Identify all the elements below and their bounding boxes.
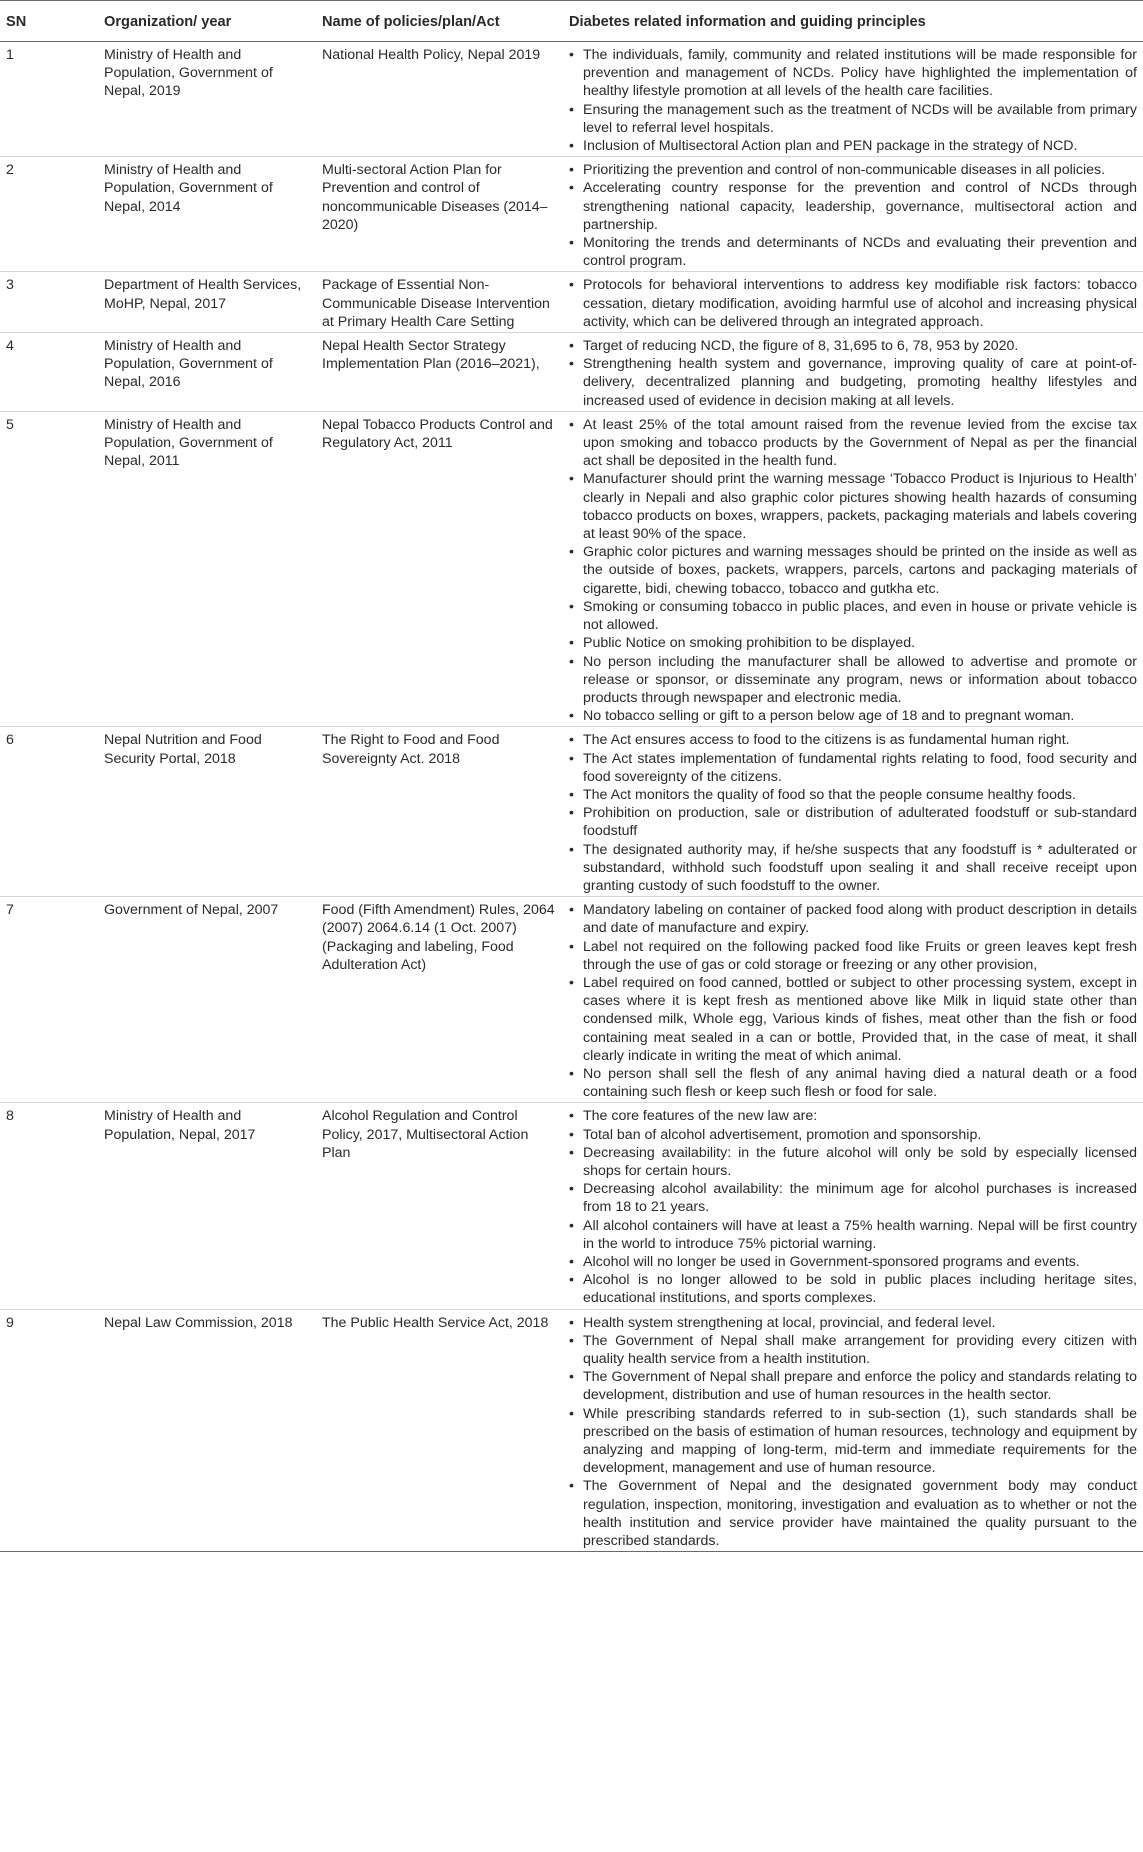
bullet-icon: • (569, 47, 574, 63)
principle-item (569, 598, 1137, 634)
guiding-principles-cell (563, 272, 1143, 333)
principle-text: Prohibition on production, sale or distribution of adulterated foodstuff or sub-standard foodstuff (583, 805, 1137, 840)
sn-cell: 1 (0, 42, 98, 157)
principles-list (569, 1314, 1137, 1551)
bullet-icon: • (569, 1369, 574, 1386)
bullet-icon: • (569, 1217, 574, 1234)
guiding-principles-cell (563, 157, 1143, 272)
principle-text: The Government of Nepal and the designated government body may conduct regulation, inspection, monitoring, investigation and evaluation as to whether or not the health institution and service provider have maintained the quality pursuant to the prescribed standards. (583, 1478, 1137, 1550)
principles-list (569, 337, 1137, 410)
organization-cell: Ministry of Health and Population, Nepal, 2017 (98, 1103, 316, 1309)
bullet-icon: • (569, 1065, 574, 1082)
principle-text: No person including the manufacturer shall be allowed to advertise and promote or release or sponsor, or disseminate any program, news or information about tobacco products through newspaper and electronic media. (583, 653, 1137, 706)
sn-cell: 5 (0, 411, 98, 726)
sn-cell: 3 (0, 272, 98, 333)
principle-item (569, 234, 1137, 270)
principle-item (569, 1332, 1137, 1368)
principle-item (569, 416, 1137, 471)
table-row (0, 157, 1143, 272)
principle-item (569, 1477, 1137, 1550)
principle-item (569, 974, 1137, 1065)
principle-item (569, 337, 1137, 355)
organization-cell: Ministry of Health and Population, Government of Nepal, 2011 (98, 411, 316, 726)
principle-item (569, 1405, 1137, 1478)
bullet-icon: • (569, 974, 574, 991)
sn-cell: 4 (0, 333, 98, 412)
bullet-icon: • (569, 138, 574, 155)
bullet-icon: • (569, 786, 574, 803)
guiding-principles-cell (563, 333, 1143, 412)
table-row (0, 42, 1143, 157)
principle-item (569, 470, 1137, 543)
principle-text: Manufacturer should print the warning message ‘Tobacco Product is Injurious to Health’ clearly in Nepali and also graphic color pictures showing health hazards of consuming tobacco products on boxes, wrappers, packets, packaging materials and labels covering at least 90% of the space. (583, 471, 1137, 543)
bullet-icon: • (569, 635, 574, 652)
principle-text: No tobacco selling or gift to a person below age of 18 and to pregnant woman. (583, 708, 1075, 725)
header-sn: SN (0, 1, 98, 42)
principle-text: Mandatory labeling on container of packed food along with product description in details and date of manufacture and expiry. (583, 902, 1137, 937)
bullet-icon: • (569, 338, 574, 355)
principle-item (569, 804, 1137, 840)
policy-name-cell: Multi-sectoral Action Plan for Prevention and control of noncommunicable Diseases (2014–2020) (316, 157, 563, 272)
bullet-icon: • (569, 416, 574, 433)
principle-text: The Government of Nepal shall prepare and enforce the policy and standards relating to development, distribution and use of human resources in the health sector. (583, 1369, 1137, 1404)
principle-item (569, 46, 1137, 101)
bullet-icon: • (569, 1126, 574, 1143)
principle-text: Prioritizing the prevention and control of non-communicable diseases in all policies. (583, 162, 1106, 179)
guiding-principles-cell (563, 897, 1143, 1103)
table-row (0, 727, 1143, 897)
bullet-icon: • (569, 180, 574, 197)
principle-item (569, 179, 1137, 234)
principle-text: Accelerating country response for the prevention and control of NCDs through strengthening national capacity, leadership, governance, multisectoral action and partnership. (583, 180, 1137, 233)
organization-cell: Government of Nepal, 2007 (98, 897, 316, 1103)
bullet-icon: • (569, 277, 574, 294)
principle-item (569, 1107, 1137, 1125)
principle-item (569, 1314, 1137, 1332)
bullet-icon: • (569, 750, 574, 767)
bullet-icon: • (569, 1272, 574, 1289)
principle-item (569, 276, 1137, 331)
principle-item (569, 1065, 1137, 1101)
header-organization-year: Organization/ year (98, 1, 316, 42)
principle-item (569, 101, 1137, 137)
table-body (0, 42, 1143, 1552)
bullet-icon: • (569, 1405, 574, 1422)
policy-name-cell: Food (Fifth Amendment) Rules, 2064 (2007) 2064.6.14 (1 Oct. 2007) (Packaging and labeling, Food Adulteration Act) (316, 897, 563, 1103)
bullet-icon: • (569, 902, 574, 919)
principles-list (569, 901, 1137, 1101)
principle-item (569, 731, 1137, 749)
table-header (0, 1, 1143, 42)
guiding-principles-cell (563, 1309, 1143, 1552)
principle-item (569, 1253, 1137, 1271)
policy-name-cell: Package of Essential Non-Communicable Disease Intervention at Primary Health Care Setting (316, 272, 563, 333)
principle-text: The Act states implementation of fundamental rights relating to food, food security and food sovereignty of the citizens. (583, 750, 1137, 785)
principle-item (569, 137, 1137, 155)
guiding-principles-cell (563, 727, 1143, 897)
bullet-icon: • (569, 805, 574, 822)
sn-cell: 2 (0, 157, 98, 272)
principle-text: Smoking or consuming tobacco in public places, and even in house or private vehicle is not allowed. (583, 598, 1137, 634)
principle-item (569, 543, 1137, 598)
bullet-icon: • (569, 356, 574, 373)
bullet-icon: • (569, 1314, 574, 1331)
sn-cell: 9 (0, 1309, 98, 1552)
principle-item (569, 841, 1137, 896)
guiding-principles-cell (563, 42, 1143, 157)
bullet-icon: • (569, 708, 574, 725)
policy-name-cell: Nepal Health Sector Strategy Implementation Plan (2016–2021), (316, 333, 563, 412)
bullet-icon: • (569, 471, 574, 488)
principle-item (569, 653, 1137, 708)
principle-text: Decreasing alcohol availability: the minimum age for alcohol purchases is increased from 18 to 21 years. (583, 1181, 1137, 1216)
organization-cell: Department of Health Services, MoHP, Nepal, 2017 (98, 272, 316, 333)
principle-text: The core features of the new law are: (583, 1108, 818, 1125)
bullet-icon: • (569, 1332, 574, 1349)
bullet-icon: • (569, 162, 574, 179)
bullet-icon: • (569, 1144, 574, 1161)
principle-text: The designated authority may, if he/she suspects that any foodstuff is * adulterated or substandard, withhold such foodstuff upon sealing it and shall receive receipt upon granting custody of such foodstuff to the owner. (583, 841, 1137, 894)
sn-cell: 6 (0, 727, 98, 897)
principle-text: Health system strengthening at local, provincial, and federal level. (583, 1314, 996, 1331)
principle-text: Strengthening health system and governance, improving quality of care at point-of-delivery, decentralized planning and budgeting, promoting healthy lifestyles and increased used of evidence in decision making at all levels. (583, 356, 1137, 409)
principle-text: Label required on food canned, bottled or subject to other processing system, except in cases where it is kept fresh as mentioned above like Milk in liquid state other than condensed milk, Whole egg, Various kinds of fishes, meat other than the fish or food containing meat sealed in a can or bottle, Provided that, in the case of meat, it shall clearly indicate in writing the meat of which animal. (583, 974, 1137, 1064)
principle-item (569, 1126, 1137, 1144)
principle-item (569, 634, 1137, 652)
table-row (0, 897, 1143, 1103)
principle-item (569, 1217, 1137, 1253)
principles-list (569, 161, 1137, 270)
principle-text: Decreasing availability: in the future alcohol will only be sold by especially licensed shops for certain hours. (583, 1144, 1137, 1179)
principles-list (569, 1107, 1137, 1307)
principles-list (569, 276, 1137, 331)
principle-text: No person shall sell the flesh of any animal having died a natural death or a food containing such flesh or keep such flesh or food for sale. (583, 1065, 1137, 1101)
principle-text: The Act monitors the quality of food so that the people consume healthy foods. (583, 786, 1076, 803)
principle-text: The Government of Nepal shall make arrangement for providing every citizen with quality health service from a health institution. (583, 1332, 1137, 1368)
organization-cell: Nepal Nutrition and Food Security Portal, 2018 (98, 727, 316, 897)
header-diabetes-information: Diabetes related information and guiding principles (563, 1, 1143, 42)
guiding-principles-cell (563, 1103, 1143, 1309)
header-policy-name: Name of policies/plan/Act (316, 1, 563, 42)
table-row (0, 1103, 1143, 1309)
principles-list (569, 46, 1137, 155)
header-row (0, 1, 1143, 42)
principle-text: The individuals, family, community and related institutions will be made responsible for prevention and management of NCDs. Policy have highlighted the implementation of healthy lifestyle promotion at all levels of the health care facilities. (583, 47, 1137, 100)
bullet-icon: • (569, 653, 574, 670)
guiding-principles-cell (563, 411, 1143, 726)
principle-item (569, 1271, 1137, 1307)
bullet-icon: • (569, 235, 574, 252)
sn-cell: 7 (0, 897, 98, 1103)
bullet-icon: • (569, 1254, 574, 1270)
table-row (0, 333, 1143, 412)
bullet-icon: • (569, 1181, 574, 1198)
organization-cell: Ministry of Health and Population, Government of Nepal, 2016 (98, 333, 316, 412)
principle-text: Public Notice on smoking prohibition to be displayed. (583, 635, 916, 652)
principles-list (569, 416, 1137, 725)
bullet-icon: • (569, 598, 574, 615)
principle-text: At least 25% of the total amount raised from the revenue levied from the excise tax upon smoking and tobacco products by the Government of Nepal as per the financial act shall be deposited in the health fund. (583, 416, 1137, 470)
principle-text: Graphic color pictures and warning messages should be printed on the inside as well as the outside of boxes, packets, wrappers, parcels, cartons and packaging materials of cigarette, bidi, chewing tobacco, tobacco and gutkha etc. (583, 544, 1137, 597)
policy-name-cell: Alcohol Regulation and Control Policy, 2017, Multisectoral Action Plan (316, 1103, 563, 1309)
table-row (0, 1309, 1143, 1552)
organization-cell: Ministry of Health and Population, Government of Nepal, 2019 (98, 42, 316, 157)
principle-text: Target of reducing NCD, the figure of 8, 31,695 to 6, 78, 953 by 2020. (583, 338, 1019, 355)
sn-cell: 8 (0, 1103, 98, 1309)
principle-item (569, 355, 1137, 410)
principle-item (569, 161, 1137, 179)
principle-item (569, 1368, 1137, 1404)
table-row (0, 272, 1143, 333)
bullet-icon: • (569, 1108, 574, 1125)
principle-text: Ensuring the management such as the treatment of NCDs will be available from primary level to referral level hospitals. (583, 101, 1137, 136)
principle-item (569, 786, 1137, 804)
bullet-icon: • (569, 938, 574, 955)
principle-text: Monitoring the trends and determinants of NCDs and evaluating their prevention and control program. (583, 235, 1137, 270)
principle-item (569, 707, 1137, 725)
bullet-icon: • (569, 1478, 574, 1495)
bullet-icon: • (569, 841, 574, 858)
principle-text: Alcohol will no longer be used in Government-sponsored programs and events. (583, 1254, 1080, 1270)
bullet-icon: • (569, 101, 574, 118)
principle-text: Total ban of alcohol advertisement, promotion and sponsorship. (583, 1126, 982, 1143)
table-row (0, 411, 1143, 726)
principle-text: While prescribing standards referred to in sub-section (1), such standards shall be prescribed on the basis of estimation of human resources, technology and equipment by analyzing and mapping of long-term, mid-term and immediate requirements for the development, management and use of human resource. (583, 1405, 1137, 1477)
principle-text: Protocols for behavioral interventions to address key modifiable risk factors: tobacco cessation, dietary modification, avoiding harmful use of alcohol and increasing physical activity, which can be delivered through an integrated approach. (583, 277, 1137, 330)
principle-item (569, 750, 1137, 786)
policy-name-cell: The Right to Food and Food Sovereignty Act. 2018 (316, 727, 563, 897)
principle-text: Label not required on the following packed food like Fruits or green leaves kept fresh through the use of gas or cold storage or freezing or any other provision, (583, 938, 1137, 973)
policy-name-cell: Nepal Tobacco Products Control and Regulatory Act, 2011 (316, 411, 563, 726)
principle-text: Alcohol is no longer allowed to be sold in public places including heritage sites, educational institutions, and sports complexes. (583, 1272, 1137, 1307)
principle-text: All alcohol containers will have at least a 75% health warning. Nepal will be first country in the world to introduce 75% pictorial warning. (583, 1217, 1137, 1252)
bullet-icon: • (569, 544, 574, 561)
principle-item (569, 901, 1137, 937)
policy-name-cell: National Health Policy, Nepal 2019 (316, 42, 563, 157)
principles-list (569, 731, 1137, 895)
organization-cell: Ministry of Health and Population, Government of Nepal, 2014 (98, 157, 316, 272)
policy-name-cell: The Public Health Service Act, 2018 (316, 1309, 563, 1552)
principle-text: The Act ensures access to food to the citizens is as fundamental human right. (583, 732, 1070, 749)
principle-text: Inclusion of Multisectoral Action plan and PEN package in the strategy of NCD. (583, 138, 1078, 155)
bullet-icon: • (569, 732, 574, 749)
principle-item (569, 1180, 1137, 1216)
organization-cell: Nepal Law Commission, 2018 (98, 1309, 316, 1552)
principle-item (569, 938, 1137, 974)
principle-item (569, 1144, 1137, 1180)
